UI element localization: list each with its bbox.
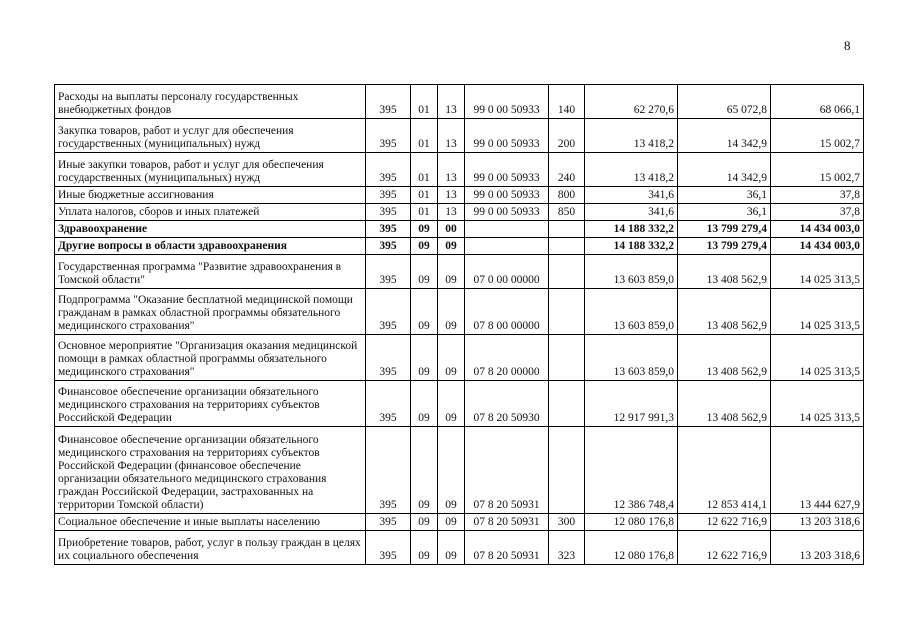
target-item-code: 99 0 00 50933 bbox=[465, 119, 549, 153]
amount-year-2: 12 622 716,9 bbox=[678, 531, 771, 565]
section-code: 09 bbox=[411, 514, 438, 531]
amount-year-1: 62 270,6 bbox=[585, 85, 678, 119]
amount-year-3: 14 025 313,5 bbox=[771, 335, 864, 381]
row-name: Приобретение товаров, работ, услуг в пользу граждан в целях их социального обеспечения bbox=[55, 531, 366, 565]
amount-year-3: 68 066,1 bbox=[771, 85, 864, 119]
target-item-code: 07 8 20 50931 bbox=[465, 531, 549, 565]
ved-code: 395 bbox=[366, 187, 411, 204]
amount-year-3: 13 203 318,6 bbox=[771, 514, 864, 531]
ved-code: 395 bbox=[366, 238, 411, 255]
expense-type-code: 300 bbox=[549, 514, 585, 531]
ved-code: 395 bbox=[366, 119, 411, 153]
expense-type-code bbox=[549, 255, 585, 289]
section-code: 01 bbox=[411, 153, 438, 187]
section-code: 01 bbox=[411, 85, 438, 119]
ved-code: 395 bbox=[366, 289, 411, 335]
amount-year-3: 15 002,7 bbox=[771, 119, 864, 153]
ved-code: 395 bbox=[366, 514, 411, 531]
ved-code: 395 bbox=[366, 427, 411, 514]
row-name: Социальное обеспечение и иные выплаты населению bbox=[55, 514, 366, 531]
target-item-code: 99 0 00 50933 bbox=[465, 187, 549, 204]
ved-code: 395 bbox=[366, 381, 411, 427]
row-name: Иные закупки товаров, работ и услуг для обеспечения государственных (муниципальных) нужд bbox=[55, 153, 366, 187]
page-number: 8 bbox=[844, 38, 851, 53]
subsection-code: 09 bbox=[438, 427, 465, 514]
expense-type-code bbox=[549, 238, 585, 255]
amount-year-3: 13 203 318,6 bbox=[771, 531, 864, 565]
section-code: 09 bbox=[411, 289, 438, 335]
expense-type-code: 200 bbox=[549, 119, 585, 153]
row-name: Финансовое обеспечение организации обязательного медицинского страхования на территориях субъектов Российской Федерации (финансовое обеспечение организации обязательного медицинского страхования граждан Российской Федерации, застрахованных на территории Томской области) bbox=[55, 427, 366, 514]
amount-year-3: 13 444 627,9 bbox=[771, 427, 864, 514]
table-row bbox=[55, 531, 864, 565]
section-code: 01 bbox=[411, 187, 438, 204]
subsection-code: 13 bbox=[438, 85, 465, 119]
target-item-code: 99 0 00 50933 bbox=[465, 153, 549, 187]
amount-year-1: 13 418,2 bbox=[585, 153, 678, 187]
section-code: 09 bbox=[411, 427, 438, 514]
amount-year-3: 15 002,7 bbox=[771, 153, 864, 187]
row-name: Здравоохранение bbox=[55, 221, 366, 238]
target-item-code: 07 0 00 00000 bbox=[465, 255, 549, 289]
amount-year-1: 14 188 332,2 bbox=[585, 221, 678, 238]
section-code: 01 bbox=[411, 204, 438, 221]
amount-year-1: 13 603 859,0 bbox=[585, 289, 678, 335]
amount-year-1: 14 188 332,2 bbox=[585, 238, 678, 255]
table-row bbox=[55, 119, 864, 153]
amount-year-1: 12 080 176,8 bbox=[585, 514, 678, 531]
expense-type-code bbox=[549, 335, 585, 381]
table-row bbox=[55, 204, 864, 221]
section-code: 09 bbox=[411, 531, 438, 565]
section-code: 09 bbox=[411, 381, 438, 427]
target-item-code: 99 0 00 50933 bbox=[465, 204, 549, 221]
row-name: Расходы на выплаты персоналу государственных внебюджетных фондов bbox=[55, 85, 366, 119]
amount-year-1: 12 917 991,3 bbox=[585, 381, 678, 427]
amount-year-1: 341,6 bbox=[585, 187, 678, 204]
expense-type-code: 800 bbox=[549, 187, 585, 204]
amount-year-3: 37,8 bbox=[771, 204, 864, 221]
target-item-code: 07 8 20 50930 bbox=[465, 381, 549, 427]
table-row bbox=[55, 335, 864, 381]
amount-year-2: 14 342,9 bbox=[678, 119, 771, 153]
row-name: Другие вопросы в области здравоохранения bbox=[55, 238, 366, 255]
amount-year-2: 13 408 562,9 bbox=[678, 255, 771, 289]
section-code: 01 bbox=[411, 119, 438, 153]
subsection-code: 13 bbox=[438, 119, 465, 153]
budget-table bbox=[54, 84, 864, 565]
row-name: Государственная программа "Развитие здравоохранения в Томской области" bbox=[55, 255, 366, 289]
section-code: 09 bbox=[411, 335, 438, 381]
amount-year-3: 14 434 003,0 bbox=[771, 221, 864, 238]
table-row bbox=[55, 85, 864, 119]
amount-year-3: 14 025 313,5 bbox=[771, 381, 864, 427]
subsection-code: 09 bbox=[438, 335, 465, 381]
expense-type-code bbox=[549, 221, 585, 238]
amount-year-1: 13 418,2 bbox=[585, 119, 678, 153]
amount-year-2: 13 799 279,4 bbox=[678, 221, 771, 238]
amount-year-1: 13 603 859,0 bbox=[585, 335, 678, 381]
target-item-code bbox=[465, 238, 549, 255]
expense-type-code: 240 bbox=[549, 153, 585, 187]
amount-year-3: 37,8 bbox=[771, 187, 864, 204]
target-item-code: 07 8 00 00000 bbox=[465, 289, 549, 335]
target-item-code: 99 0 00 50933 bbox=[465, 85, 549, 119]
amount-year-2: 13 408 562,9 bbox=[678, 289, 771, 335]
amount-year-2: 36,1 bbox=[678, 204, 771, 221]
expense-type-code: 850 bbox=[549, 204, 585, 221]
target-item-code: 07 8 20 50931 bbox=[465, 514, 549, 531]
table-body bbox=[55, 85, 864, 565]
amount-year-1: 12 386 748,4 bbox=[585, 427, 678, 514]
ved-code: 395 bbox=[366, 221, 411, 238]
subsection-code: 09 bbox=[438, 381, 465, 427]
table-row bbox=[55, 381, 864, 427]
table-row bbox=[55, 427, 864, 514]
table-row bbox=[55, 255, 864, 289]
amount-year-2: 13 408 562,9 bbox=[678, 381, 771, 427]
row-name: Закупка товаров, работ и услуг для обеспечения государственных (муниципальных) нужд bbox=[55, 119, 366, 153]
row-name: Уплата налогов, сборов и иных платежей bbox=[55, 204, 366, 221]
amount-year-2: 65 072,8 bbox=[678, 85, 771, 119]
target-item-code: 07 8 20 50931 bbox=[465, 427, 549, 514]
table-row bbox=[55, 153, 864, 187]
amount-year-2: 12 622 716,9 bbox=[678, 514, 771, 531]
table-row bbox=[55, 221, 864, 238]
row-name: Финансовое обеспечение организации обязательного медицинского страхования на территориях субъектов Российской Федерации bbox=[55, 381, 366, 427]
subsection-code: 09 bbox=[438, 255, 465, 289]
ved-code: 395 bbox=[366, 85, 411, 119]
table-row bbox=[55, 289, 864, 335]
amount-year-2: 14 342,9 bbox=[678, 153, 771, 187]
amount-year-2: 36,1 bbox=[678, 187, 771, 204]
amount-year-2: 12 853 414,1 bbox=[678, 427, 771, 514]
expense-type-code bbox=[549, 381, 585, 427]
amount-year-2: 13 408 562,9 bbox=[678, 335, 771, 381]
section-code: 09 bbox=[411, 221, 438, 238]
table-row bbox=[55, 238, 864, 255]
section-code: 09 bbox=[411, 255, 438, 289]
subsection-code: 00 bbox=[438, 221, 465, 238]
ved-code: 395 bbox=[366, 531, 411, 565]
expense-type-code: 323 bbox=[549, 531, 585, 565]
subsection-code: 13 bbox=[438, 153, 465, 187]
subsection-code: 09 bbox=[438, 238, 465, 255]
amount-year-3: 14 025 313,5 bbox=[771, 289, 864, 335]
amount-year-1: 341,6 bbox=[585, 204, 678, 221]
ved-code: 395 bbox=[366, 153, 411, 187]
amount-year-1: 12 080 176,8 bbox=[585, 531, 678, 565]
subsection-code: 13 bbox=[438, 204, 465, 221]
amount-year-3: 14 025 313,5 bbox=[771, 255, 864, 289]
table-row bbox=[55, 514, 864, 531]
target-item-code: 07 8 20 00000 bbox=[465, 335, 549, 381]
section-code: 09 bbox=[411, 238, 438, 255]
expense-type-code bbox=[549, 289, 585, 335]
row-name: Подпрограмма "Оказание бесплатной медицинской помощи гражданам в рамках областной программы обязательного медицинского страхования" bbox=[55, 289, 366, 335]
amount-year-2: 13 799 279,4 bbox=[678, 238, 771, 255]
ved-code: 395 bbox=[366, 204, 411, 221]
ved-code: 395 bbox=[366, 255, 411, 289]
amount-year-1: 13 603 859,0 bbox=[585, 255, 678, 289]
subsection-code: 09 bbox=[438, 514, 465, 531]
expense-type-code bbox=[549, 427, 585, 514]
target-item-code bbox=[465, 221, 549, 238]
table-row bbox=[55, 187, 864, 204]
amount-year-3: 14 434 003,0 bbox=[771, 238, 864, 255]
row-name: Иные бюджетные ассигнования bbox=[55, 187, 366, 204]
subsection-code: 09 bbox=[438, 531, 465, 565]
row-name: Основное мероприятие "Организация оказания медицинской помощи в рамках областной программы обязательного медицинского страхования" bbox=[55, 335, 366, 381]
subsection-code: 09 bbox=[438, 289, 465, 335]
ved-code: 395 bbox=[366, 335, 411, 381]
expense-type-code: 140 bbox=[549, 85, 585, 119]
subsection-code: 13 bbox=[438, 187, 465, 204]
